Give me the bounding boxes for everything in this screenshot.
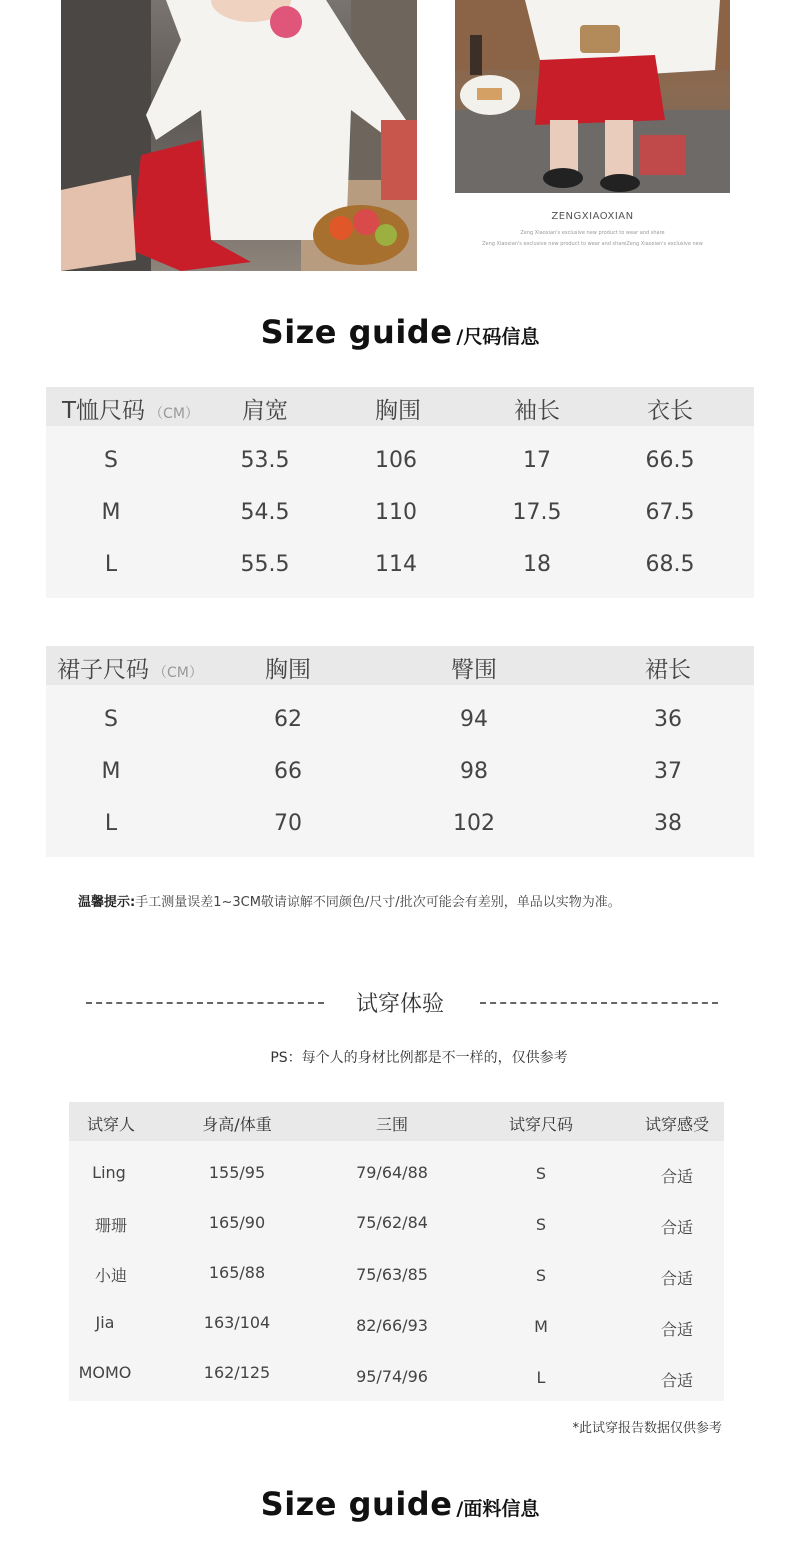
fabric-guide-subtitle: /面料信息 xyxy=(456,1498,540,1520)
skirt-cell: 36 xyxy=(654,707,682,732)
skirt-cell: 37 xyxy=(654,759,682,784)
tshirt-row-size: S xyxy=(104,448,118,473)
tshirt-size-unit: （CM） xyxy=(149,406,199,422)
tshirt-cell: 114 xyxy=(375,552,417,577)
try-on-note: PS：每个人的身材比例都是不一样的，仅供参考 xyxy=(270,1050,568,1066)
tshirt-cell: 17.5 xyxy=(512,500,562,525)
skirt-row-size: S xyxy=(104,707,118,732)
try-on-table-header xyxy=(69,1102,724,1141)
skirt-size-unit: （CM） xyxy=(153,665,203,681)
try-on-title: 试穿体验 xyxy=(355,992,444,1017)
try-cell-feeling: 合适 xyxy=(660,1218,693,1237)
try-cell-height-weight: 162/125 xyxy=(203,1363,271,1382)
size-guide-title: Size guide xyxy=(260,313,453,351)
try-cell-person: Ling xyxy=(92,1163,126,1182)
fabric-guide-heading xyxy=(0,1485,800,1523)
skirt-size-table-header xyxy=(46,646,754,685)
tshirt-col-shoulder: 肩宽 xyxy=(242,398,288,424)
fabric-guide-title: Size guide xyxy=(260,1485,453,1523)
skirt-cell: 94 xyxy=(460,707,488,732)
measurement-tip xyxy=(78,891,621,910)
brand-tagline-long: Zeng Xiaoxian's exclusive new product to wear and shareZeng Xiaoxian's exclusive new xyxy=(482,241,703,247)
tshirt-cell: 17 xyxy=(523,448,551,473)
brand-tagline: Zeng Xiaoxian's exclusive new product to wear and share xyxy=(520,230,665,236)
try-col-size: 试穿尺码 xyxy=(508,1115,573,1134)
skirt-col-hip: 臀围 xyxy=(451,657,497,683)
try-cell-size: S xyxy=(535,1215,547,1234)
tshirt-cell: 68.5 xyxy=(645,552,695,577)
try-cell-person: MOMO xyxy=(78,1363,132,1382)
skirt-size-label: 裙子尺码 xyxy=(57,657,149,683)
try-cell-person: 小迪 xyxy=(94,1266,127,1285)
tshirt-cell: 54.5 xyxy=(240,500,290,525)
tip-text: 手工测量误差1~3CM敬请谅解不同颜色/尺寸/批次可能会有差别，单品以实物为准。 xyxy=(135,895,621,910)
model-photo-left xyxy=(61,0,417,271)
try-cell-person: 珊珊 xyxy=(94,1216,127,1235)
try-cell-person: Jia xyxy=(95,1313,115,1332)
skirt-cell: 38 xyxy=(654,811,682,836)
try-cell-measurements: 75/63/85 xyxy=(356,1265,428,1284)
try-cell-height-weight: 163/104 xyxy=(203,1313,271,1332)
try-cell-size: S xyxy=(535,1266,547,1285)
try-col-person: 试穿人 xyxy=(86,1115,135,1134)
model-photo-right-illustration xyxy=(455,0,730,193)
tshirt-cell: 106 xyxy=(375,448,417,473)
skirt-col-chest: 胸围 xyxy=(265,657,311,683)
tshirt-cell: 110 xyxy=(375,500,417,525)
skirt-row-size: M xyxy=(101,759,121,784)
size-guide-heading xyxy=(0,313,800,351)
tshirt-row-size: L xyxy=(104,552,118,577)
try-on-table xyxy=(69,1102,724,1401)
try-cell-measurements: 75/62/84 xyxy=(356,1213,428,1232)
try-col-height-weight: 身高/体重 xyxy=(202,1115,272,1134)
try-cell-size: S xyxy=(535,1164,547,1183)
model-photo-right xyxy=(455,0,730,193)
try-cell-height-weight: 165/88 xyxy=(208,1263,266,1282)
skirt-cell: 62 xyxy=(274,707,302,732)
try-cell-height-weight: 165/90 xyxy=(208,1213,266,1232)
try-cell-height-weight: 155/95 xyxy=(208,1163,266,1182)
skirt-row-size: L xyxy=(104,811,118,836)
skirt-cell: 98 xyxy=(460,759,488,784)
tshirt-size-table-header xyxy=(46,387,754,426)
skirt-size-table xyxy=(46,646,754,857)
tshirt-cell: 67.5 xyxy=(645,500,695,525)
tshirt-size-table xyxy=(46,387,754,598)
try-cell-feeling: 合适 xyxy=(660,1269,693,1288)
section-divider-right xyxy=(480,1002,718,1004)
try-cell-feeling: 合适 xyxy=(660,1167,693,1186)
tshirt-row-size: M xyxy=(101,500,121,525)
try-cell-measurements: 79/64/88 xyxy=(356,1163,428,1182)
tshirt-col-sleeve: 袖长 xyxy=(514,398,560,424)
try-cell-size: L xyxy=(536,1368,546,1387)
try-cell-size: M xyxy=(534,1317,548,1336)
skirt-col-length: 裙长 xyxy=(645,657,691,683)
try-on-footnote: *此试穿报告数据仅供参考 xyxy=(572,1421,722,1436)
model-photo-left-illustration xyxy=(61,0,417,271)
size-guide-subtitle: /尺码信息 xyxy=(456,326,540,348)
try-col-measurements: 三围 xyxy=(375,1115,408,1134)
brand-name: ZENGXIAOXIAN xyxy=(551,211,634,222)
try-cell-feeling: 合适 xyxy=(660,1371,693,1390)
tshirt-col-length: 衣长 xyxy=(647,398,693,424)
tshirt-cell: 55.5 xyxy=(240,552,290,577)
skirt-size-label-cell xyxy=(57,651,203,684)
tshirt-cell: 66.5 xyxy=(645,448,695,473)
tshirt-size-label: T恤尺码 xyxy=(62,398,146,424)
tip-label: 温馨提示: xyxy=(78,895,136,910)
skirt-cell: 102 xyxy=(453,811,495,836)
tshirt-cell: 53.5 xyxy=(240,448,290,473)
skirt-cell: 66 xyxy=(274,759,302,784)
tshirt-size-label-cell xyxy=(62,392,199,425)
try-cell-measurements: 95/74/96 xyxy=(356,1367,428,1386)
tshirt-col-chest: 胸围 xyxy=(375,398,421,424)
try-col-feeling: 试穿感受 xyxy=(644,1115,709,1134)
skirt-cell: 70 xyxy=(274,811,302,836)
tshirt-cell: 18 xyxy=(523,552,551,577)
try-cell-feeling: 合适 xyxy=(660,1320,693,1339)
try-cell-measurements: 82/66/93 xyxy=(356,1316,428,1335)
